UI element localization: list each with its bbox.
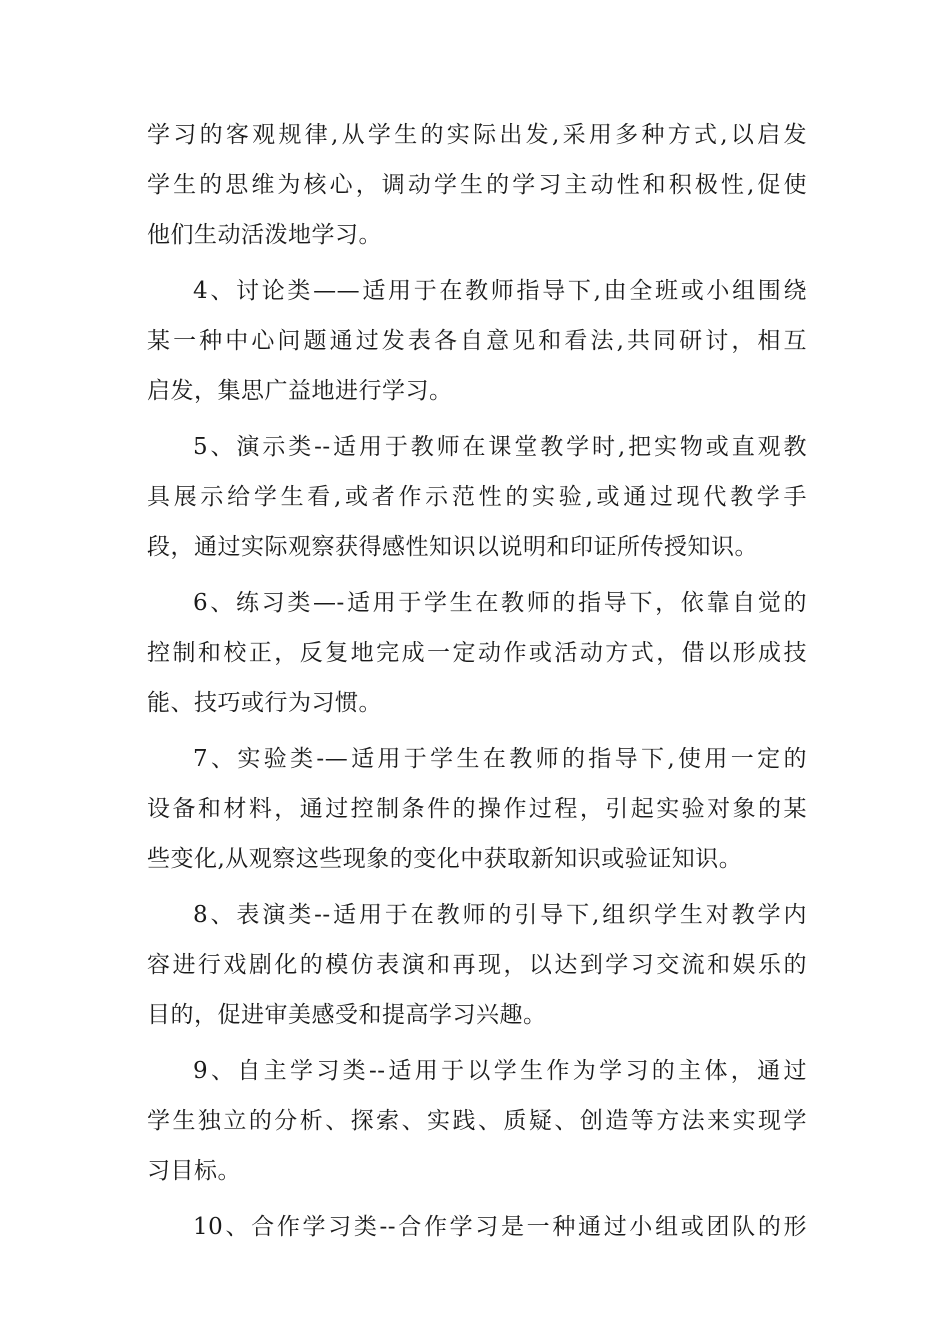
paragraph-first-line: 10、合作学习类--合作学习是一种通过小组或团队的形 — [193, 1214, 807, 1240]
text-line: 学生的思维为核心，调动学生的学习主动性和积极性,促使 — [147, 172, 807, 198]
text-line: 设备和材料，通过控制条件的操作过程，引起实验对象的某 — [147, 796, 807, 822]
paragraph-first-line: 4、讨论类——适用于在教师指导下,由全班或小组围绕 — [193, 278, 807, 304]
text-line: 容进行戏剧化的模仿表演和再现，以达到学习交流和娱乐的 — [147, 952, 807, 978]
text-line: 能、技巧或行为习惯。 — [147, 690, 382, 716]
text-line: 段，通过实际观察获得感性知识以说明和印证所传授知识。 — [147, 534, 758, 560]
text-line: 他们生动活泼地学习。 — [147, 222, 382, 248]
text-line: 学习的客观规律,从学生的实际出发,采用多种方式,以启发 — [147, 122, 807, 148]
document-body — [147, 110, 807, 1252]
paragraph-first-line: 6、练习类—-适用于学生在教师的指导下，依靠自觉的 — [193, 590, 807, 616]
text-line: 习目标。 — [147, 1158, 241, 1184]
text-line: 启发，集思广益地进行学习。 — [147, 378, 453, 404]
text-line: 些变化,从观察这些现象的变化中获取新知识或验证知识。 — [147, 846, 743, 872]
paragraph-first-line: 7、实验类-—适用于学生在教师的指导下,使用一定的 — [193, 746, 807, 772]
paragraph-first-line: 8、表演类--适用于在教师的引导下,组织学生对教学内 — [193, 902, 807, 928]
text-line: 学生独立的分析、探索、实践、质疑、创造等方法来实现学 — [147, 1108, 807, 1134]
text-line: 目的，促进审美感受和提高学习兴趣。 — [147, 1002, 547, 1028]
paragraph-first-line: 9、自主学习类--适用于以学生作为学习的主体，通过 — [193, 1058, 807, 1084]
paragraph-first-line: 5、演示类--适用于教师在课堂教学时,把实物或直观教 — [193, 434, 807, 460]
text-line: 某一种中心问题通过发表各自意见和看法,共同研讨，相互 — [147, 328, 807, 354]
text-line: 具展示给学生看,或者作示范性的实验,或通过现代教学手 — [147, 484, 807, 510]
text-line: 控制和校正，反复地完成一定动作或活动方式，借以形成技 — [147, 640, 807, 666]
